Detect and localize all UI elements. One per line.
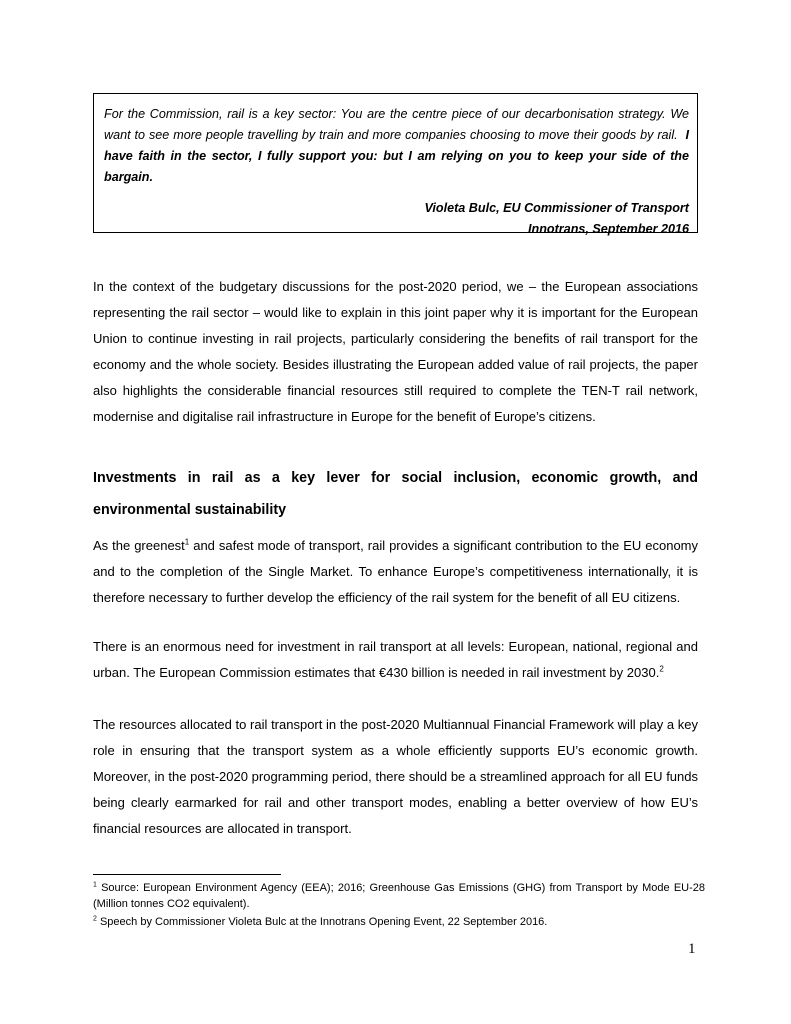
greenest-paragraph [93, 533, 698, 611]
footnote-1 [93, 880, 705, 912]
footnote-1-number: 1 [93, 881, 97, 889]
footnotes [93, 880, 705, 932]
footnote-separator [93, 874, 281, 875]
quote-text-bold: I have faith in the sector, I fully support you: but I am relying on you to keep your side of the bargain. [104, 128, 689, 184]
p2-after: and safest mode of transport, rail provides a significant contribution to the EU economy and to the completion of the Single Market. To enhance Europe’s competitiveness internationally, it is therefore necessary to further develop the efficiency of the rail system for the benefit of all EU citizens. [93, 538, 699, 605]
footnote-ref-1[interactable]: 1 [184, 537, 190, 547]
page-number: 1 [688, 941, 696, 957]
section-heading: Investments in rail as a key lever for social inclusion, economic growth, and environmental sustainability [93, 470, 698, 518]
intro-paragraph: In the context of the budgetary discussions for the post-2020 period, we – the European associations representing the rail sector – would like to explain in this joint paper why it is important for the European Union to continue investing in rail projects, particularly considering the benefits of rail transport for the economy and the whole society. Besides illustrating the European added value of rail projects, the paper also highlights the considerable financial resources still required to complete the TEN-T rail network, modernise and digitalise rail infrastructure in Europe for the benefit of Europe’s citizens. [93, 279, 698, 424]
footnote-2 [93, 914, 705, 930]
p3-text: There is an enormous need for investment in rail transport at all levels: European, national, regional and urban. The European Commission estimates that €430 billion is needed in rail investment by 2030. [93, 639, 698, 680]
quote-text [104, 104, 689, 188]
quote-attribution [104, 198, 689, 240]
quote-text-regular: For the Commission, rail is a key sector: You are the centre piece of our decarbonisation strategy. We want to see more people travelling by train and more companies choosing to move their goods by rail. [104, 107, 689, 142]
attribution-event: Innotrans, September 2016 [528, 222, 689, 236]
attribution-name: Violeta Bulc, EU Commissioner of Transport [424, 201, 689, 215]
mff-paragraph: The resources allocated to rail transport in the post-2020 Multiannual Financial Framework will play a key role in ensuring that the transport system as a whole efficiently supports EU’s economic growth. Moreover, in the post-2020 programming period, there should be a streamlined approach for all EU funds being clearly earmarked for rail and other transport modes, enabling a better overview of how EU’s financial resources are allocated in transport. [93, 717, 698, 836]
footnote-ref-2[interactable]: 2 [659, 664, 664, 674]
footnote-2-number: 2 [93, 915, 97, 923]
footnote-2-text: Speech by Commissioner Violeta Bulc at the Innotrans Opening Event, 22 September 2016. [96, 916, 548, 928]
p2-before: As the greenest [93, 538, 185, 553]
footnote-1-text: Source: European Environment Agency (EEA); 2016; Greenhouse Gas Emissions (GHG) from Transport by Mode EU-28 (Million tonnes CO2 equivalent). [93, 882, 705, 910]
quote-box [93, 93, 698, 236]
investment-need-paragraph [93, 634, 698, 686]
